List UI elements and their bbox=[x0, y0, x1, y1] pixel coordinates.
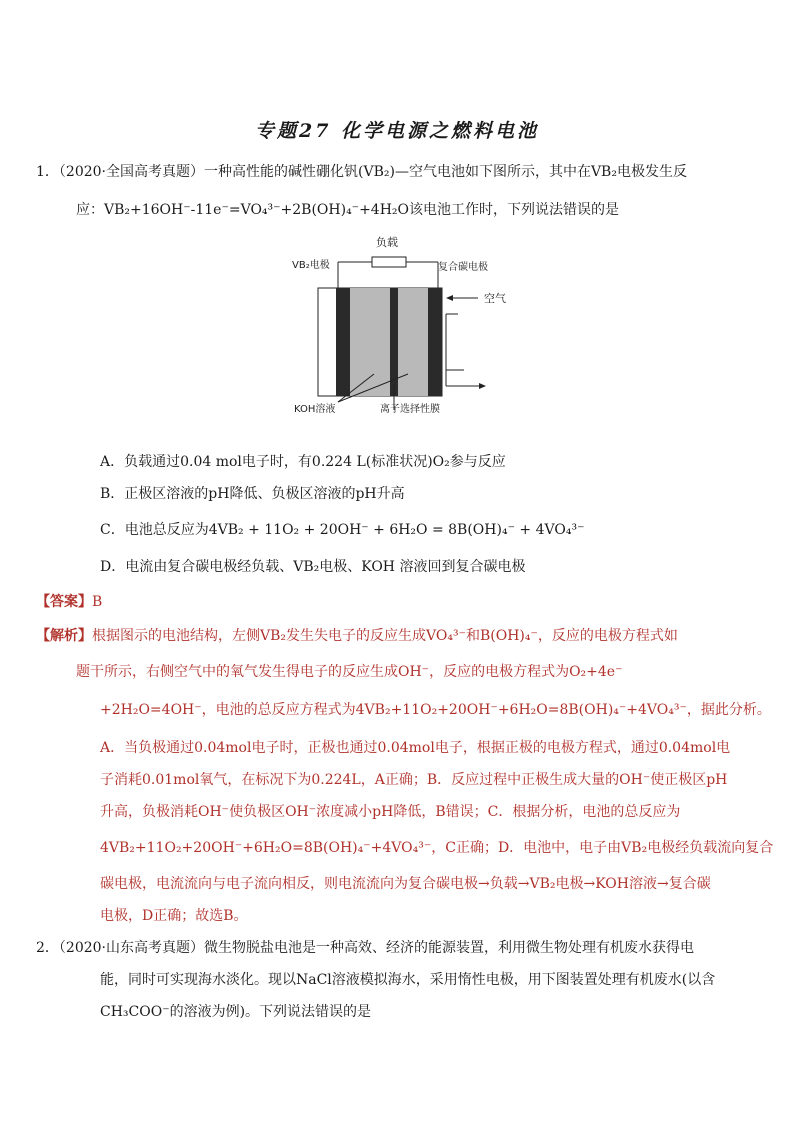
answer-value: B bbox=[92, 594, 103, 610]
koh-solution-left bbox=[350, 288, 390, 396]
analysis-line-7: 4VB₂+11O₂+20OH⁻+6H₂O=8B(OH)₄⁻+4VO₄³⁻，C正确；D．电池中，电子由VB₂电极经负载流向复合 bbox=[100, 840, 774, 856]
load-resistor bbox=[372, 257, 406, 267]
analysis-line-1 bbox=[36, 626, 678, 646]
koh-solution-label: KOH溶液 bbox=[294, 404, 336, 414]
carbon-electrode bbox=[428, 288, 442, 396]
koh-solution-right bbox=[398, 288, 428, 396]
option-d: D．电流由复合碳电极经负载、VB₂电极、KOH 溶液回到复合碳电极 bbox=[100, 559, 526, 575]
page-title: 专题27 化学电源之燃料电池 bbox=[254, 120, 540, 142]
question-2-line-1 bbox=[36, 938, 694, 958]
vb2-electrode bbox=[336, 288, 350, 396]
option-b: B．正极区溶液的pH降低、负极区溶液的pH升高 bbox=[100, 486, 405, 502]
question-stem: 微生物脱盐电池是一种高效、经济的能源装置，利用微生物处理有机废水获得电 bbox=[204, 940, 695, 956]
question-1-line-1 bbox=[36, 162, 687, 182]
battery-diagram bbox=[288, 234, 520, 414]
analysis-tag: 【解析】 bbox=[36, 628, 92, 644]
analysis-text: 根据图示的电池结构，左侧VB₂发生失电子的反应生成VO₄³⁻和B(OH)₄⁻，反应的电极方程式如 bbox=[92, 628, 678, 644]
question-2-line-2: 能，同时可实现海水淡化。现以NaCl溶液模拟海水，采用惰性电极，用下图装置处理有机废水(以含 bbox=[100, 972, 716, 988]
question-1-line-2: 应：VB₂+16OH⁻-11e⁻=VO₄³⁻+2B(OH)₄⁻+4H₂O该电池工作时，下列说法错误的是 bbox=[76, 202, 620, 218]
vb2-electrode-label: VB₂电极 bbox=[292, 260, 330, 271]
analysis-line-5: 子消耗0.01mol氧气，在标况下为0.224L，A正确；B．反应过程中正极生成大量的OH⁻使正极区pH bbox=[100, 772, 728, 788]
option-a: A．负载通过0.04 mol电子时，有0.224 L(标准状况)O₂参与反应 bbox=[100, 454, 506, 470]
question-source: （2020·山东高考真题） bbox=[58, 940, 205, 956]
analysis-line-4: A．当负极通过0.04mol电子时，正极也通过0.04mol电子，根据正极的电极方程式，通过0.04mol电 bbox=[100, 740, 731, 756]
question-number: 1． bbox=[36, 164, 59, 180]
question-source: （2020·全国高考真题） bbox=[58, 164, 205, 180]
question-2-line-3: CH₃COO⁻的溶液为例)。下列说法错误的是 bbox=[100, 1004, 372, 1020]
analysis-line-3: +2H₂O=4OH⁻，电池的总反应方程式为4VB₂+11O₂+20OH⁻+6H₂O=8B(OH)₄⁻+4VO₄³⁻，据此分析。 bbox=[100, 702, 771, 718]
question-number: 2． bbox=[36, 940, 59, 956]
load-label: 负载 bbox=[376, 236, 398, 249]
analysis-line-2: 题干所示，右侧空气中的氧气发生得电子的反应生成OH⁻，反应的电极方程式为O₂+4e⁻ bbox=[76, 664, 623, 680]
option-c: C．电池总反应为4VB₂ + 11O₂ + 20OH⁻ + 6H₂O = 8B(OH)₄⁻ + 4VO₄³⁻ bbox=[100, 522, 585, 538]
air-label: 空气 bbox=[484, 292, 506, 305]
analysis-line-8: 碳电极，电流流向与电子流向相反，则电流流向为复合碳电极→负载→VB₂电极→KOH溶液→复合碳 bbox=[100, 876, 711, 892]
question-stem: 一种高性能的碱性硼化钒(VB₂)—空气电池如下图所示，其中在VB₂电极发生反 bbox=[204, 164, 687, 180]
membrane-label: 离子选择性膜 bbox=[380, 404, 440, 414]
answer-line bbox=[36, 592, 102, 612]
analysis-line-6: 升高，负极消耗OH⁻使负极区OH⁻浓度减小pH降低，B错误；C．根据分析，电池的总反应为 bbox=[100, 804, 681, 820]
carbon-electrode-label: 复合碳电极 bbox=[438, 262, 488, 273]
analysis-line-9: 电极，D正确；故选B。 bbox=[100, 908, 248, 924]
answer-tag: 【答案】 bbox=[36, 594, 92, 610]
